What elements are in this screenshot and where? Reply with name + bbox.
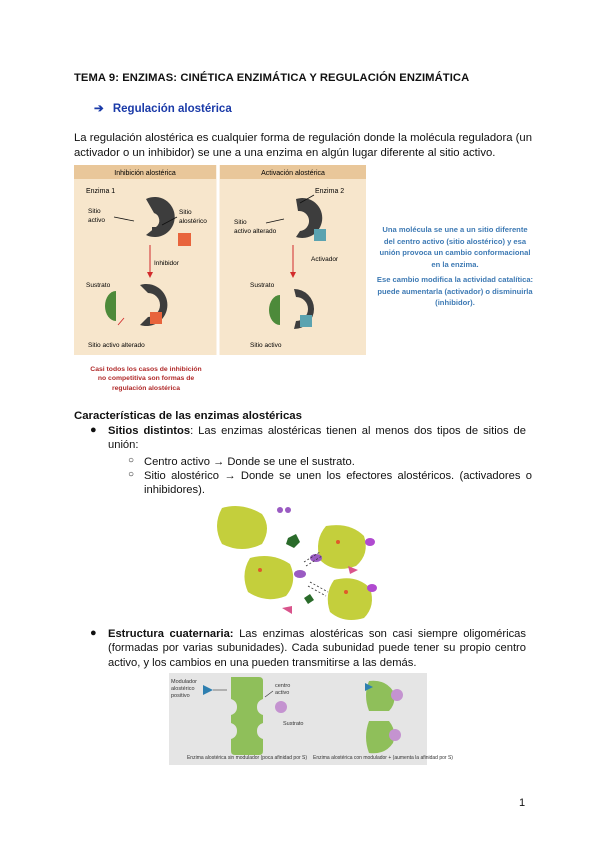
modulator-label: Modulador alostérico positivo bbox=[171, 679, 197, 699]
bullet-estructura-cuaternaria bbox=[108, 627, 526, 670]
sustrato-label-right: Sustrato bbox=[250, 282, 275, 289]
page-number: 1 bbox=[519, 797, 526, 809]
figure1-note bbox=[376, 224, 534, 313]
sitio-alost-label-b: alostérico bbox=[179, 218, 207, 225]
inhibidor-label: Inhibidor bbox=[154, 260, 179, 267]
bullet1-text: : Las enzimas alostéricas tienen al menos dos tipos de sitios de unión: bbox=[108, 425, 526, 452]
right-caption-fig3: Enzima alostérica con modulador + (aumenta la afinidad por S) bbox=[313, 755, 453, 761]
enzyme1-label: Enzima 1 bbox=[86, 188, 116, 195]
sitio-label-left: Sitio bbox=[88, 208, 101, 215]
sitio-alost-label-a: Sitio bbox=[179, 209, 192, 216]
sitio-activo-right: Sitio activo bbox=[250, 342, 282, 349]
substrate-bound-top bbox=[391, 689, 403, 701]
enzyme-state-d bbox=[328, 578, 372, 620]
sub-bullet-icon: ○ bbox=[128, 455, 135, 466]
enzyme-state-b bbox=[318, 525, 366, 569]
enzyme-state-c bbox=[244, 556, 293, 599]
activador-label: Activador bbox=[311, 256, 339, 263]
intro-paragraph: La regulación alostérica es cualquier forma de regulación donde la molécula reguladora (un activador o un inhibidor) se une a una enzima en algún lugar diferente al sitio activo. bbox=[74, 132, 532, 159]
note-paragraph-2: Ese cambio modifica la actividad catalítica: puede aumentarla (activador) o disminuirla (inhibidor). bbox=[376, 275, 534, 307]
substrate-circle-left bbox=[275, 701, 287, 713]
sustrato-label-left: Sustrato bbox=[86, 282, 111, 289]
subunit-top-left bbox=[231, 677, 263, 719]
quaternary-structure-figure bbox=[169, 673, 453, 765]
right-header: Activación alostérica bbox=[261, 170, 325, 177]
subheading bbox=[94, 101, 232, 115]
subunit-bottom-left bbox=[231, 719, 263, 755]
bullet2-label: Estructura cuaternaria: bbox=[108, 628, 234, 640]
inhibitor-square bbox=[178, 233, 191, 246]
bullet-icon: ● bbox=[90, 424, 97, 436]
enzyme2-label: Enzima 2 bbox=[315, 188, 345, 195]
sitio-alterado-left: Sitio activo alterado bbox=[88, 342, 145, 349]
bullet2-text: Las enzimas alostéricas son casi siempre oligoméricas (formadas por varias subunidades). Cada subunidad puede tener su propio centro activo, y los cambios en una pueden transmitirse a las demás. bbox=[108, 628, 527, 669]
subheading-text: Regulación alostérica bbox=[112, 103, 232, 115]
section-title: Características de las enzimas alostéricas bbox=[74, 410, 302, 422]
activator-bound bbox=[300, 315, 312, 327]
centro-activo-label: centro activo bbox=[275, 683, 291, 696]
activo-alterado-label: activo alterado bbox=[234, 228, 277, 235]
allosteric-states-figure bbox=[208, 500, 392, 622]
sustrato-label-fig3: Sustrato bbox=[283, 721, 304, 727]
page-title: TEMA 9: ENZIMAS: CINÉTICA ENZIMÁTICA Y REGULACIÓN ENZIMÁTICA bbox=[74, 72, 470, 84]
bullet1-label: Sitios distintos bbox=[108, 425, 191, 437]
allosteric-regulation-figure bbox=[74, 165, 366, 355]
substrate-bound-bottom bbox=[389, 729, 401, 741]
left-caption-fig3: Enzima alostérica sin modulador (poca afinidad por S) bbox=[186, 755, 308, 761]
bullet-sitios-distintos bbox=[108, 424, 526, 453]
sub-bullet-icon: ○ bbox=[128, 469, 135, 480]
bullet-icon: ● bbox=[90, 627, 97, 639]
figure1-caption: Casi todos los casos de inhibición no competitiva son formas de regulación alostérica bbox=[90, 366, 202, 392]
activo-label-left: activo bbox=[88, 217, 105, 224]
sitio-label-right: Sitio bbox=[234, 219, 247, 226]
note-paragraph-1: Una molécula se une a un sitio diferente del centro activo (sitio alostérico) y esa unión provoca un cambio conformacional en la enzima. bbox=[379, 225, 531, 269]
arrow-icon: ➔ bbox=[94, 103, 104, 115]
activator-square bbox=[314, 229, 326, 241]
sub-bullet-sitio-alosterico: Sitio alostérico → Donde se unen los efectores alostéricos. (activadores o inhibidores). bbox=[144, 470, 532, 497]
left-header: Inhibición alostérica bbox=[114, 170, 176, 177]
sub-bullet-centro-activo: Centro activo → Donde se une el sustrato. bbox=[144, 456, 355, 468]
inhibitor-bound bbox=[150, 312, 162, 324]
